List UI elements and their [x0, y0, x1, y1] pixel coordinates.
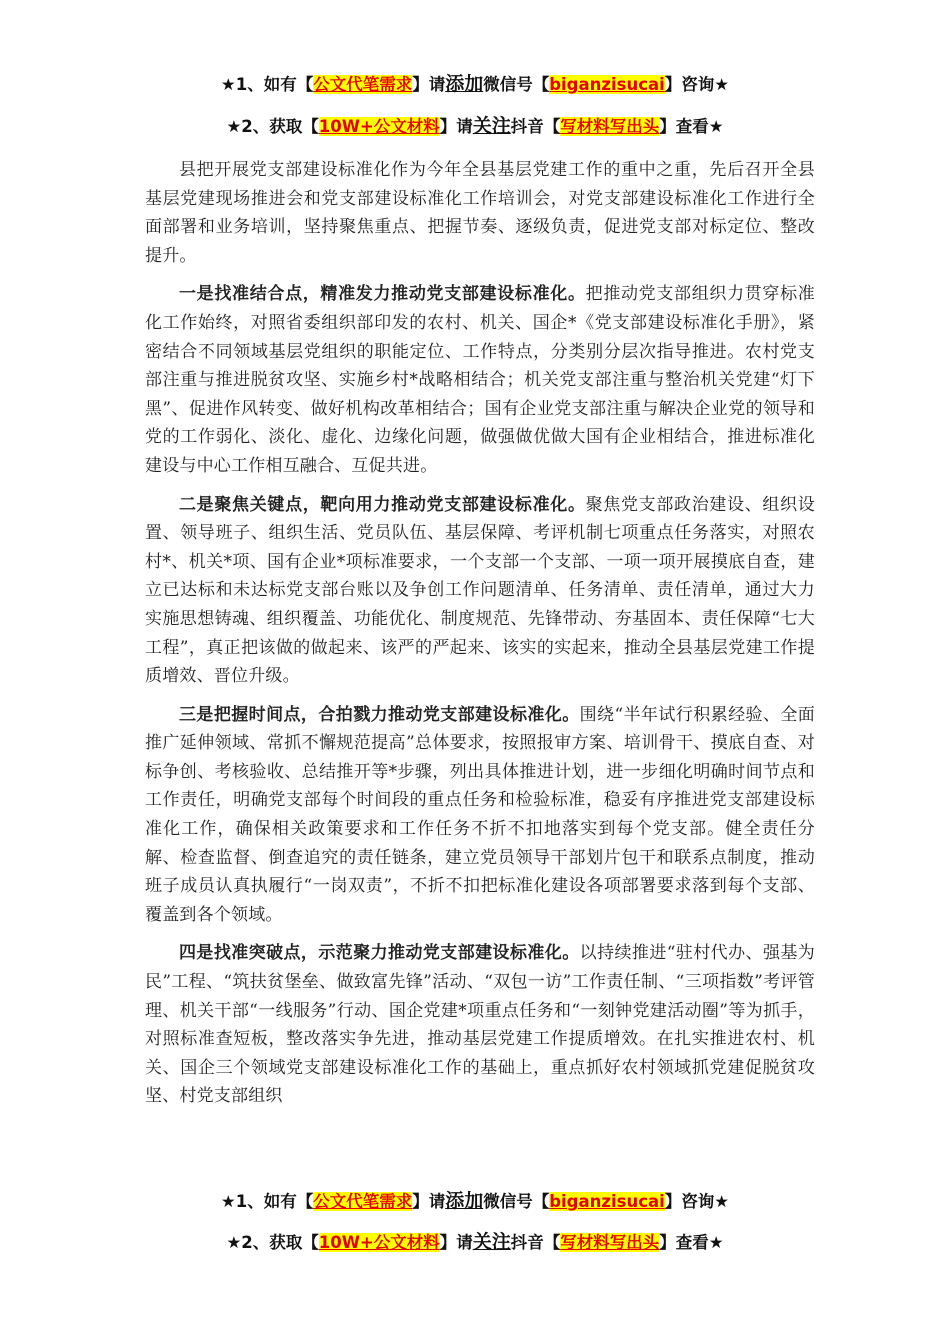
header-banner-line-1: [0, 69, 950, 96]
paragraph-lead: 二是聚焦关键点，靶向用力推动党支部建设标准化。: [179, 494, 586, 515]
banner-emphasis: 关注: [472, 115, 511, 137]
banner-highlight-materials: 10W+公文材料: [318, 1233, 440, 1252]
paragraph-point-3: [145, 701, 815, 930]
banner-prefix: ★1、如有【: [220, 1192, 314, 1211]
paragraph-intro: [145, 156, 815, 270]
banner-highlight-ghostwriting: 公文代笔需求: [313, 1192, 413, 1211]
banner-suffix: 】咨询★: [664, 75, 730, 94]
paragraph-lead: 三是把握时间点，合拍戮力推动党支部建设标准化。: [179, 704, 580, 725]
banner-highlight-ghostwriting: 公文代笔需求: [313, 75, 413, 94]
paragraph-body: 把推动党支部组织力贯穿标准化工作始终，对照省委组织部印发的农村、机关、国企*《党支部建设标准化手册》，紧密结合不同领域基层党组织的职能定位、工作特点，分类别分层次指导推进。农村党支部注重与推进脱贫攻坚、实施乡村*战略相结合；机关党支部注重与整治机关党建“灯下黑”、促进作风转变、做好机构改革相结合；国有企业党支部注重与解决企业党的领导和党的工作弱化、淡化、虚化、边缘化问题，做强做优做大国有企业相结合，推进标准化建设与中心工作相互融合、互促共进。: [145, 284, 815, 476]
banner-prefix: ★2、获取【: [226, 1233, 319, 1252]
banner-prefix: ★1、如有【: [220, 75, 314, 94]
banner-emphasis: 添加: [445, 73, 484, 95]
banner-suffix: 】咨询★: [664, 1192, 730, 1211]
paragraph-lead: 四是找准突破点，示范聚力推动党支部建设标准化。: [179, 943, 580, 964]
paragraph-body: 以持续推进“驻村代办、强基为民”工程、“筑扶贫堡垒、做致富先锋”活动、“双包一访”工作责任制、“三项指数”考评管理、机关干部“一线服务”行动、国企党建*项重点任务和“一刻钟党建活动圈”等为抓手，对照标准查短板，整改落实争先进，推动基层党建工作提质增效。在扎实推进农村、机关、国企三个领域党支部建设标准化工作的基础上，重点抓好农村领域抓党建促脱贫攻坚、村党支部组织: [145, 943, 815, 1107]
footer-banner-line-2: [0, 1227, 950, 1254]
banner-emphasis: 添加: [445, 1190, 484, 1212]
paragraph-body: 县把开展党支部建设标准化作为今年全县基层党建工作的重中之重，先后召开全县基层党建现场推进会和党支部建设标准化工作培训会，对党支部建设标准化工作进行全面部署和业务培训，坚持聚焦重点、把握节奏、逐级负责，促进党支部对标定位、整改提升。: [145, 160, 815, 266]
banner-highlight-douyin: 写材料写出头: [560, 117, 660, 136]
document-body: [145, 156, 815, 1121]
banner-text: 微信号【: [483, 75, 550, 94]
footer-banner-line-1: [0, 1186, 950, 1213]
banner-prefix: ★2、获取【: [226, 117, 319, 136]
header-banner-line-2: [0, 111, 950, 138]
paragraph-point-4: [145, 939, 815, 1111]
banner-suffix: 】查看★: [659, 117, 724, 136]
paragraph-body: 围绕“半年试行积累经验、全面推广延伸领域、常抓不懈规范提高”总体要求，按照报审方案、培训骨干、摸底自查、对标争创、考核验收、总结推开等*步骤，列出具体推进计划，进一步细化明确时间节点和工作责任，明确党支部每个时间段的重点任务和检验标准，稳妥有序推进党支部建设标准化工作，确保相关政策要求和工作任务不折不扣地落实到每个党支部。健全责任分解、检查监督、倒查追究的责任链条，建立党员领导干部划片包干和联系点制度，推动班子成员认真执履行“一岗双责”，不折不扣把标准化建设各项部署要求落到每个支部、覆盖到各个领域。: [145, 704, 815, 925]
banner-text: 抖音【: [510, 1233, 561, 1252]
banner-text: 微信号【: [483, 1192, 550, 1211]
banner-highlight-douyin: 写材料写出头: [560, 1233, 660, 1252]
banner-highlight-materials: 10W+公文材料: [318, 117, 440, 136]
paragraph-body: 聚焦党支部政治建设、组织设置、领导班子、组织生活、党员队伍、基层保障、考评机制七项重点任务落实，对照农村*、机关*项、国有企业*项标准要求，一个支部一个支部、一项一项开展摸底自查，建立已达标和未达标党支部台账以及争创工作问题清单、任务清单、责任清单，通过大力实施思想铸魂、组织覆盖、功能优化、制度规范、先锋带动、夯基固本、责任保障“七大工程”，真正把该做的做起来、该严的严起来、该实的实起来，推动全县基层党建工作提质增效、晋位升级。: [145, 494, 815, 687]
banner-text: 】请: [439, 1233, 473, 1252]
banner-emphasis: 关注: [472, 1231, 511, 1253]
paragraph-lead: 一是找准结合点，精准发力推动党支部建设标准化。: [179, 284, 586, 305]
banner-highlight-wechat-id: biganzisucai: [549, 75, 665, 94]
paragraph-point-1: [145, 280, 815, 480]
banner-highlight-wechat-id: biganzisucai: [549, 1192, 665, 1211]
banner-text: 】请: [412, 75, 446, 94]
paragraph-point-2: [145, 491, 815, 691]
banner-text: 抖音【: [510, 117, 561, 136]
banner-text: 】请: [412, 1192, 446, 1211]
banner-text: 】请: [439, 117, 473, 136]
banner-suffix: 】查看★: [659, 1233, 724, 1252]
